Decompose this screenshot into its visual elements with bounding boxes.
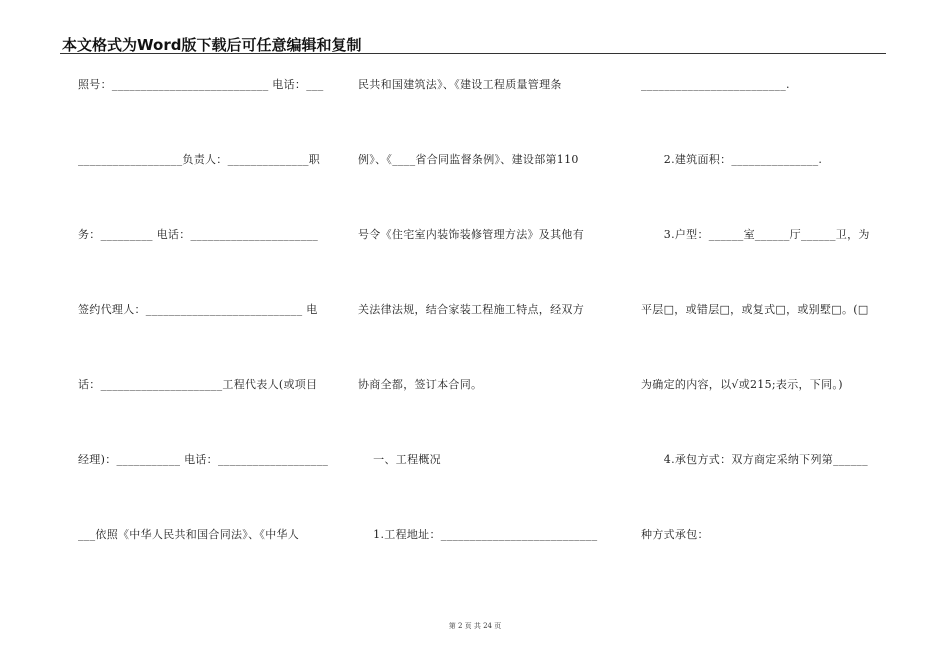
text-line: 号令《住宅室内装饰装修管理方法》及其他有: [358, 228, 584, 241]
text-line: 经理)：___________ 电话：___________________: [78, 453, 329, 466]
text-line: 话：_____________________工程代表人(或项目: [78, 378, 318, 391]
text-line: 种方式承包：: [641, 528, 709, 541]
text-line: 民共和国建筑法》、《建设工程质量管理条: [358, 78, 562, 91]
header-divider: [60, 53, 886, 54]
text-line: ___依照《中华人民共和国合同法》、《中华人: [78, 528, 300, 541]
section-heading: 一、工程概况: [358, 453, 441, 466]
text-line: 1.工程地址：___________________________: [358, 528, 598, 541]
text-line: 协商全都，签订本合同。: [358, 378, 483, 391]
text-line: 照号：___________________________ 电话：___: [78, 78, 324, 91]
text-line: __________________负责人：______________职: [78, 153, 321, 166]
text-line: 例》、《____省合同监督条例》、建设部第110: [358, 153, 579, 166]
text-line: 为确定的内容，以√或215;表示，下同。): [641, 378, 843, 391]
text-line: 关法律法规，结合家装工程施工特点，经双方: [358, 303, 584, 316]
page-number: 第 2 页 共 24 页: [448, 622, 502, 630]
text-line: 4.承包方式：双方商定采纳下列第______: [641, 453, 868, 466]
text-line: 务：_________ 电话：______________________: [78, 228, 319, 241]
text-line: 平层□，或错层□，或复式□，或别墅□。(□: [641, 303, 869, 316]
text-line: 2.建筑面积：_______________.: [641, 153, 823, 166]
text-line: 3.户型：______室______厅______卫，为: [641, 228, 870, 241]
text-line: 签约代理人：___________________________ 电: [78, 303, 318, 316]
document-header-title: 本文格式为Word版下载后可任意编辑和复制: [62, 36, 362, 54]
text-line: _________________________.: [641, 78, 790, 91]
